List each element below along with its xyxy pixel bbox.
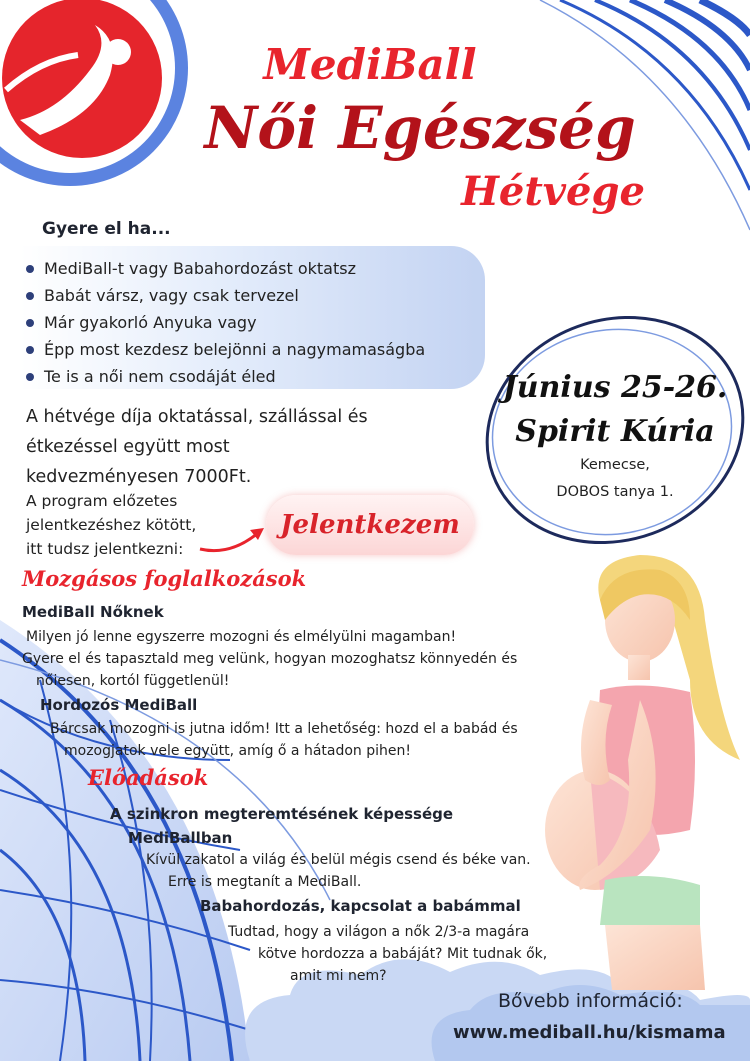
title-line: MediBallban — [128, 829, 233, 847]
szinkron-lecture-text — [146, 849, 566, 893]
price-text — [26, 402, 406, 492]
title-hetvege: Hétvége — [461, 168, 645, 215]
bullet-list — [26, 255, 476, 390]
babahordozas-lecture-title: Babahordozás, kapcsolat a babámmal — [200, 897, 521, 915]
price-line: A hétvége díja oktatással, szállással és — [26, 407, 368, 427]
registration-line: itt tudsz jelentkezni: — [26, 540, 184, 558]
text-line: Milyen jó lenne egyszerre mozogni és elmélyülni magamban! — [26, 629, 457, 645]
list-item — [26, 336, 476, 363]
more-info-label: Bővebb információ: — [498, 990, 683, 1012]
bullet-dot-icon — [26, 319, 34, 327]
intro-heading: Gyere el ha... — [42, 219, 171, 239]
text-line: mozogjatok vele együtt, amíg ő a hátadon pihen! — [64, 743, 412, 759]
text-line: nőiesen, kortól függetlenül! — [36, 673, 230, 689]
price-line: étkezéssel együtt most — [26, 437, 230, 457]
text-line: amit mi nem? — [290, 968, 387, 984]
registration-line: A program előzetes — [26, 492, 178, 510]
bullet-text: MediBall-t vagy Babahordozást oktatsz — [44, 259, 356, 278]
text-line: Erre is megtanít a MediBall. — [168, 874, 362, 890]
price-line: kedvezményesen 7000Ft. — [26, 467, 252, 487]
registration-text — [26, 489, 246, 561]
event-address-city: Kemecse, — [580, 457, 650, 473]
registration-line: jelentkezéshez kötött, — [26, 516, 197, 534]
text-line: Kívül zakatol a világ és belül mégis csend és béke van. — [146, 852, 531, 868]
hordozos-mediball-text — [50, 718, 570, 762]
section-heading-lectures: Előadások — [88, 765, 209, 790]
bullet-dot-icon — [26, 373, 34, 381]
szinkron-lecture-title — [110, 802, 453, 850]
event-date: Június 25-26. — [502, 370, 728, 405]
list-item — [26, 255, 476, 282]
text-line: Bárcsak mozogni is jutna időm! Itt a lehetőség: hozd el a babád és — [50, 721, 518, 737]
bullet-dot-icon — [26, 265, 34, 273]
title-mediball: MediBall — [263, 40, 477, 89]
website-link[interactable]: www.mediball.hu/kismama — [453, 1022, 726, 1043]
bullet-dot-icon — [26, 346, 34, 354]
bullet-text: Te is a női nem csodáját éled — [44, 367, 276, 386]
event-venue: Spirit Kúria — [515, 414, 715, 449]
bullet-text: Már gyakorló Anyuka vagy — [44, 313, 257, 332]
hordozos-mediball-title: Hordozós MediBall — [40, 696, 198, 714]
event-address-street: DOBOS tanya 1. — [556, 484, 674, 500]
mediball-noknek-title: MediBall Nőknek — [22, 603, 164, 621]
section-heading-movement: Mozgásos foglalkozások — [22, 566, 307, 591]
mediball-noknek-text — [22, 626, 552, 692]
text-line: kötve hordozza a babáját? Mit tudnak ők, — [258, 946, 548, 962]
bullet-dot-icon — [26, 292, 34, 300]
pregnant-woman-illustration — [545, 555, 740, 990]
list-item — [26, 282, 476, 309]
title-line: A szinkron megteremtésének képessége — [110, 805, 454, 823]
babahordozas-lecture-text — [212, 921, 562, 987]
text-line: Tudtad, hogy a világon a nők 2/3-a magára — [228, 924, 530, 940]
list-item — [26, 363, 476, 390]
register-button[interactable]: Jelentkezem — [266, 495, 474, 555]
mediball-logo-icon — [0, 0, 188, 186]
bullet-text: Épp most kezdesz belejönni a nagymamaságba — [44, 340, 426, 359]
bullet-text: Babát vársz, vagy csak tervezel — [44, 286, 299, 305]
list-item — [26, 309, 476, 336]
title-noi-egeszseg: Női Egészség — [204, 94, 636, 162]
text-line: Gyere el és tapasztald meg velünk, hogyan mozoghatsz könnyedén és — [22, 651, 518, 667]
